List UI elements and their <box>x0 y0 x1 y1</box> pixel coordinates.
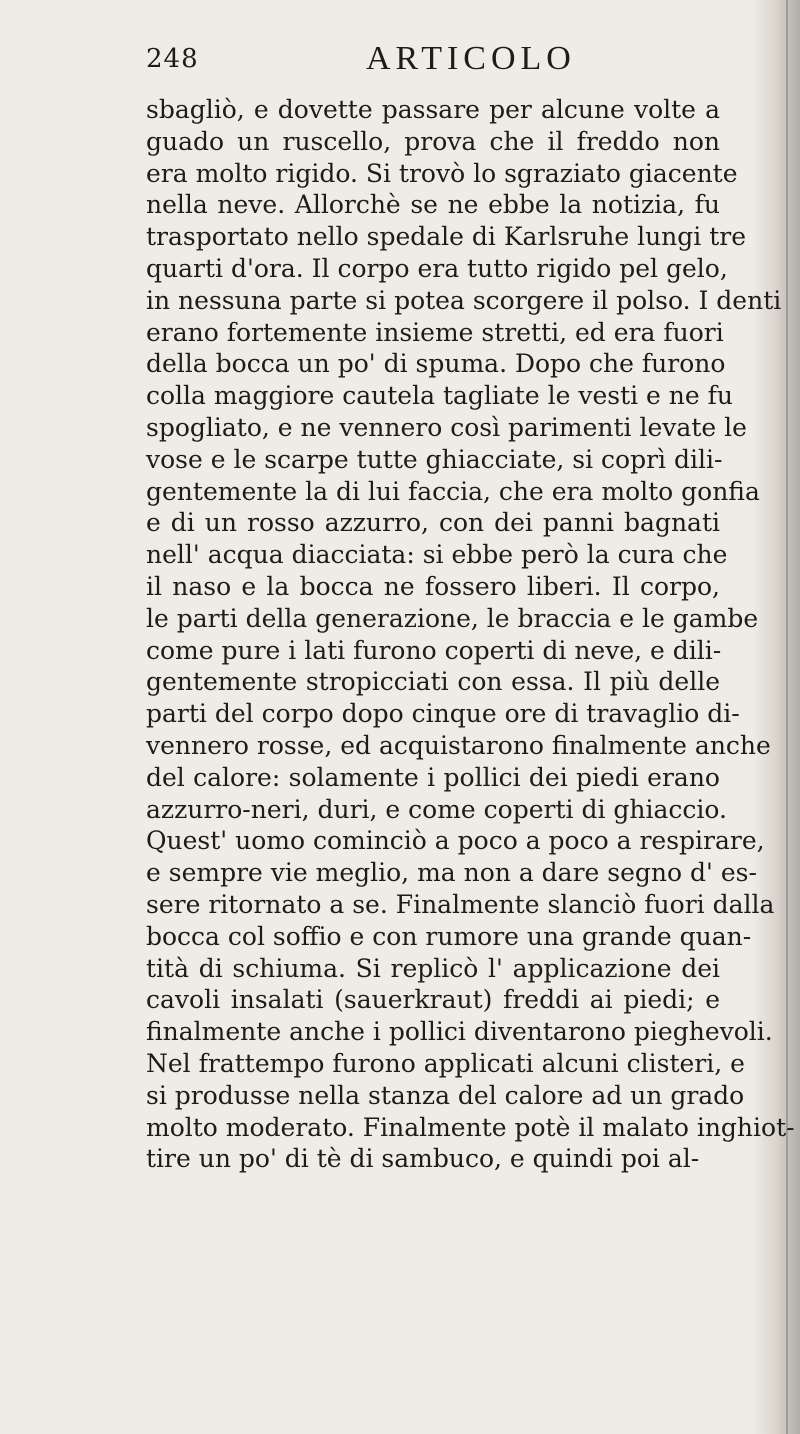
text-line: nell' acqua diacciata: si ebbe però la cura che <box>146 540 728 570</box>
text-line: vennero rosse, ed acquistarono finalmente anche <box>146 730 771 760</box>
body-text <box>146 94 795 1175</box>
text-line: trasportato nello spedale di Karlsruhe lungi tre <box>146 222 747 252</box>
text-line: cavoli insalati (sauerkraut) freddi ai piedi; e <box>146 985 720 1015</box>
text-line: molto moderato. Finalmente potè il malato inghiot- <box>146 1112 795 1142</box>
text-line: Quest' uomo cominciò a poco a poco a respirare, <box>146 826 765 856</box>
running-title: ARTICOLO <box>366 40 576 77</box>
text-line: finalmente anche i pollici diventarono pieghevoli. <box>146 1017 773 1047</box>
text-line: della bocca un po' di spuma. Dopo che furono <box>146 349 726 379</box>
text-line: nella neve. Allorchè se ne ebbe la notizia, fu <box>146 190 720 220</box>
text-line: vose e le scarpe tutte ghiacciate, si coprì dili- <box>146 444 723 474</box>
text-line: gentemente la di lui faccia, che era molto gonfia <box>146 476 760 506</box>
text-line: gentemente stropicciati con essa. Il più delle <box>146 667 720 697</box>
text-line: colla maggiore cautela tagliate le vesti e ne fu <box>146 381 733 411</box>
page-edge-shadow <box>786 0 788 1434</box>
text-line: era molto rigido. Si trovò lo sgraziato giacente <box>146 158 738 188</box>
text-line: azzurro-neri, duri, e come coperti di ghiaccio. <box>146 794 727 824</box>
text-line: guado un ruscello, prova che il freddo non <box>146 126 720 156</box>
text-line: Nel frattempo furono applicati alcuni clisteri, e <box>146 1048 745 1078</box>
text-line: il naso e la bocca ne fossero liberi. Il corpo, <box>146 571 720 601</box>
text-line: e di un rosso azzurro, con dei panni bagnati <box>146 508 720 538</box>
text-line: spogliato, e ne vennero così parimenti levate le <box>146 412 747 442</box>
text-line: e sempre vie meglio, ma non a dare segno d' es- <box>146 858 757 888</box>
text-line: sbagliò, e dovette passare per alcune volte a <box>146 95 720 124</box>
text-line: parti del corpo dopo cinque ore di travaglio di- <box>146 699 740 729</box>
text-line: si produsse nella stanza del calore ad un grado <box>146 1080 745 1110</box>
text-line: sere ritornato a se. Finalmente slanciò fuori dalla <box>146 889 775 919</box>
text-line: erano fortemente insieme stretti, ed era fuori <box>146 317 724 347</box>
text-line: le parti della generazione, le braccia e le gambe <box>146 603 759 633</box>
text-line: bocca col soffio e con rumore una grande quan- <box>146 921 752 951</box>
text-line: tire un po' di tè di sambuco, e quindi poi al- <box>146 1144 700 1174</box>
text-line: come pure i lati furono coperti di neve, e dili- <box>146 635 722 665</box>
text-line: tità di schiuma. Si replicò l' applicazione dei <box>146 953 720 983</box>
page-header <box>146 40 666 86</box>
text-line: in nessuna parte si potea scorgere il polso. I denti <box>146 285 782 315</box>
text-line: del calore: solamente i pollici dei piedi erano <box>146 762 720 792</box>
text-line: quarti d'ora. Il corpo era tutto rigido pel gelo, <box>146 253 728 283</box>
page-number: 248 <box>146 44 199 74</box>
